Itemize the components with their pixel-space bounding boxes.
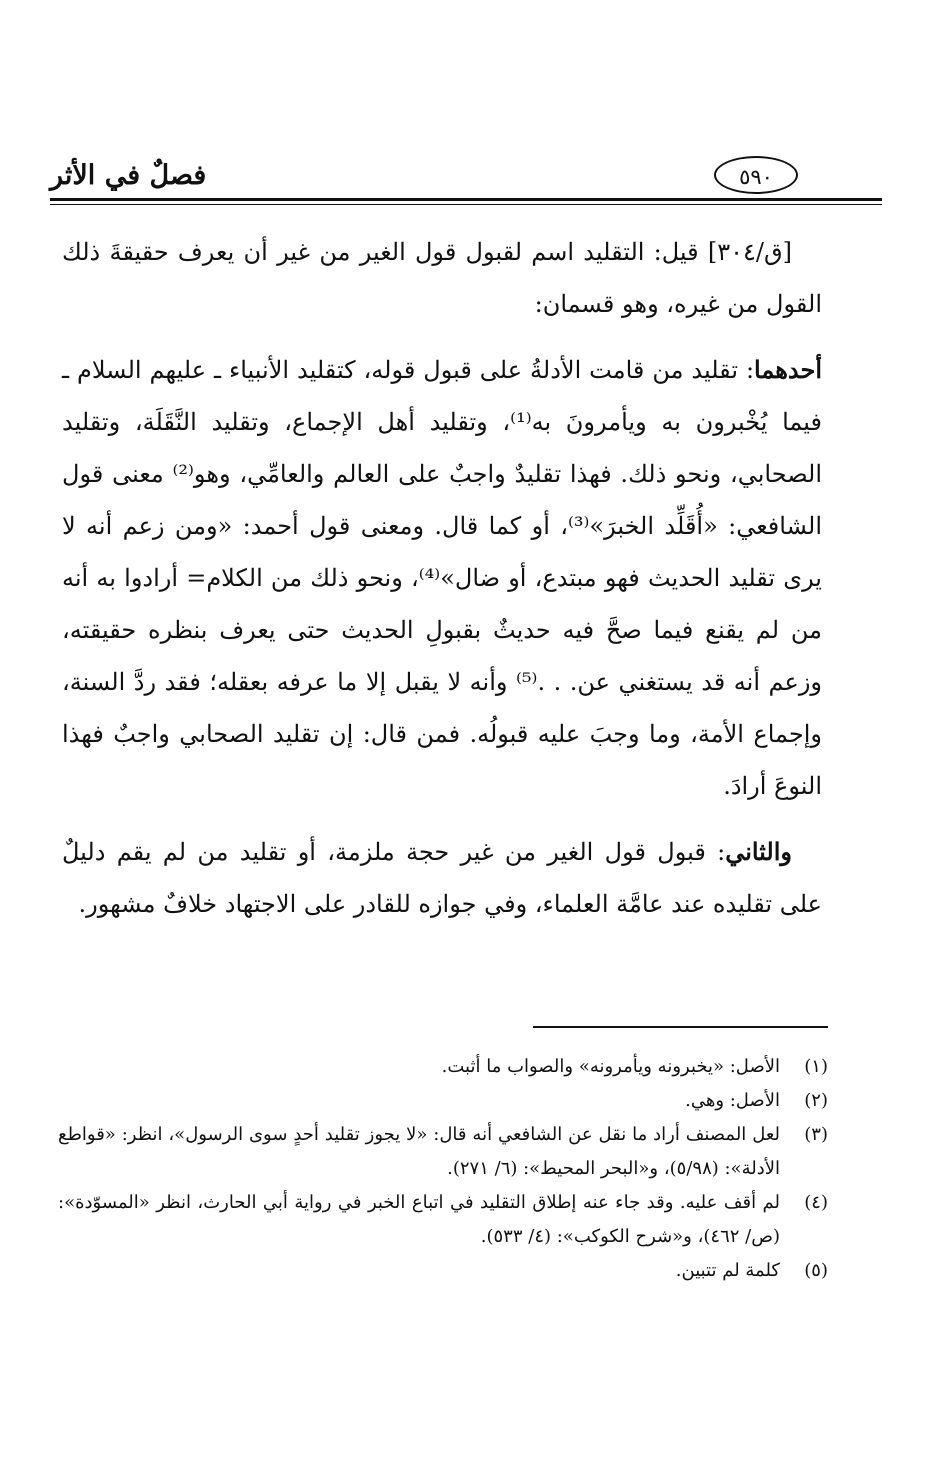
footnote-item [58,1050,828,1084]
header-rule-thin [50,204,882,205]
footnotes [58,1050,828,1288]
footnote-text: الأصل: «يخبرونه ويأمرونه» والصواب ما أثبت. [441,1056,780,1077]
footnote-number: (٥) [804,1260,828,1281]
header-rule-thick [50,198,882,201]
chapter-title: فصلٌ في الأثر [50,160,207,191]
footnote-number: (٣) [804,1124,828,1145]
main-text [62,226,822,930]
paragraph [62,226,822,330]
footnote-item [58,1118,828,1186]
paragraph [62,826,822,930]
footnote-text: لم أقف عليه. وقد جاء عنه إطلاق التقليد في اتباع الخبر في رواية أبي الحارث، انظر «المسوّدة»: (ص/ ٤٦٢)، و«شرح الكوكب»: (٤/ ٥٣٣). [58,1192,780,1247]
page-number-badge: ٥٩٠ [714,156,798,194]
footnote-item [58,1254,828,1288]
paragraph-text: : قبول قول الغير من غير حجة ملزمة، أو تقليد من لم يقم دليلٌ على تقليده عند عامَّة العلماء، وفي جوازه للقادر على الاجتهاد خلافٌ مشهور. [62,838,822,918]
footnote-number: (٢) [804,1090,828,1111]
footnote-separator [533,1026,828,1028]
footnote-number: (١) [804,1056,828,1077]
paragraph-lead: أحدهما [754,355,822,384]
footnote-item [58,1084,828,1118]
paragraph-lead: والثاني [725,837,792,866]
running-header [50,150,882,206]
paragraph [62,344,822,812]
footnote-number: (٤) [804,1192,828,1213]
footnote-text: الأصل: وهي. [685,1090,780,1111]
footnote-text: كلمة لم تتبين. [675,1260,780,1281]
paragraph-text: : تقليد من قامت الأدلةُ على قبول قوله، كتقليد الأنبياء ـ عليهم السلام ـ فيما يُخْبرون به ويأمرونَ به⁽¹⁾، وتقليد أهل الإجماع، وتقليد النَّقَلَة، وتقليد الصحابي، ونحو ذلك. فهذا تقليدٌ واجبٌ على العالم والعامِّي، وهو⁽²⁾ معنى قول الشافعي: «أُقَلِّد الخبرَ»⁽³⁾، أو كما قال. ومعنى قول أحمد: «ومن زعم أنه لا يرى تقليد الحديث فهو مبتدع، أو ضال»⁽⁴⁾، ونحو ذلك من الكلام= أرادوا به أنه من لم يقنع فيما صحَّ فيه حديثٌ بقبولِ الحديث حتى يعرف بنظره حقيقته، وزعم أنه قد يستغني عن. . .⁽⁵⁾ وأنه لا يقبل إلا ما عرفه بعقله؛ فقد ردَّ السنة، وإجماع الأمة، وما وجبَ عليه قبولُه. فمن قال: إن تقليد الصحابي واجبٌ فهذا النوعَ أرادَ. [62,356,823,800]
footnote-item [58,1186,828,1254]
footnote-text: لعل المصنف أراد ما نقل عن الشافعي أنه قال: «لا يجوز تقليد أحدٍ سوى الرسول»، انظر: «قواطع الأدلة»: (٥/٩٨)، و«البحر المحيط»: (٦/ ٢٧١). [58,1124,780,1179]
paragraph-text: [ق/٣٠٤] قيل: التقليد اسم لقبول قول الغير من غير أن يعرف حقيقةَ ذلك القول من غيره، وهو قسمان: [62,238,822,318]
